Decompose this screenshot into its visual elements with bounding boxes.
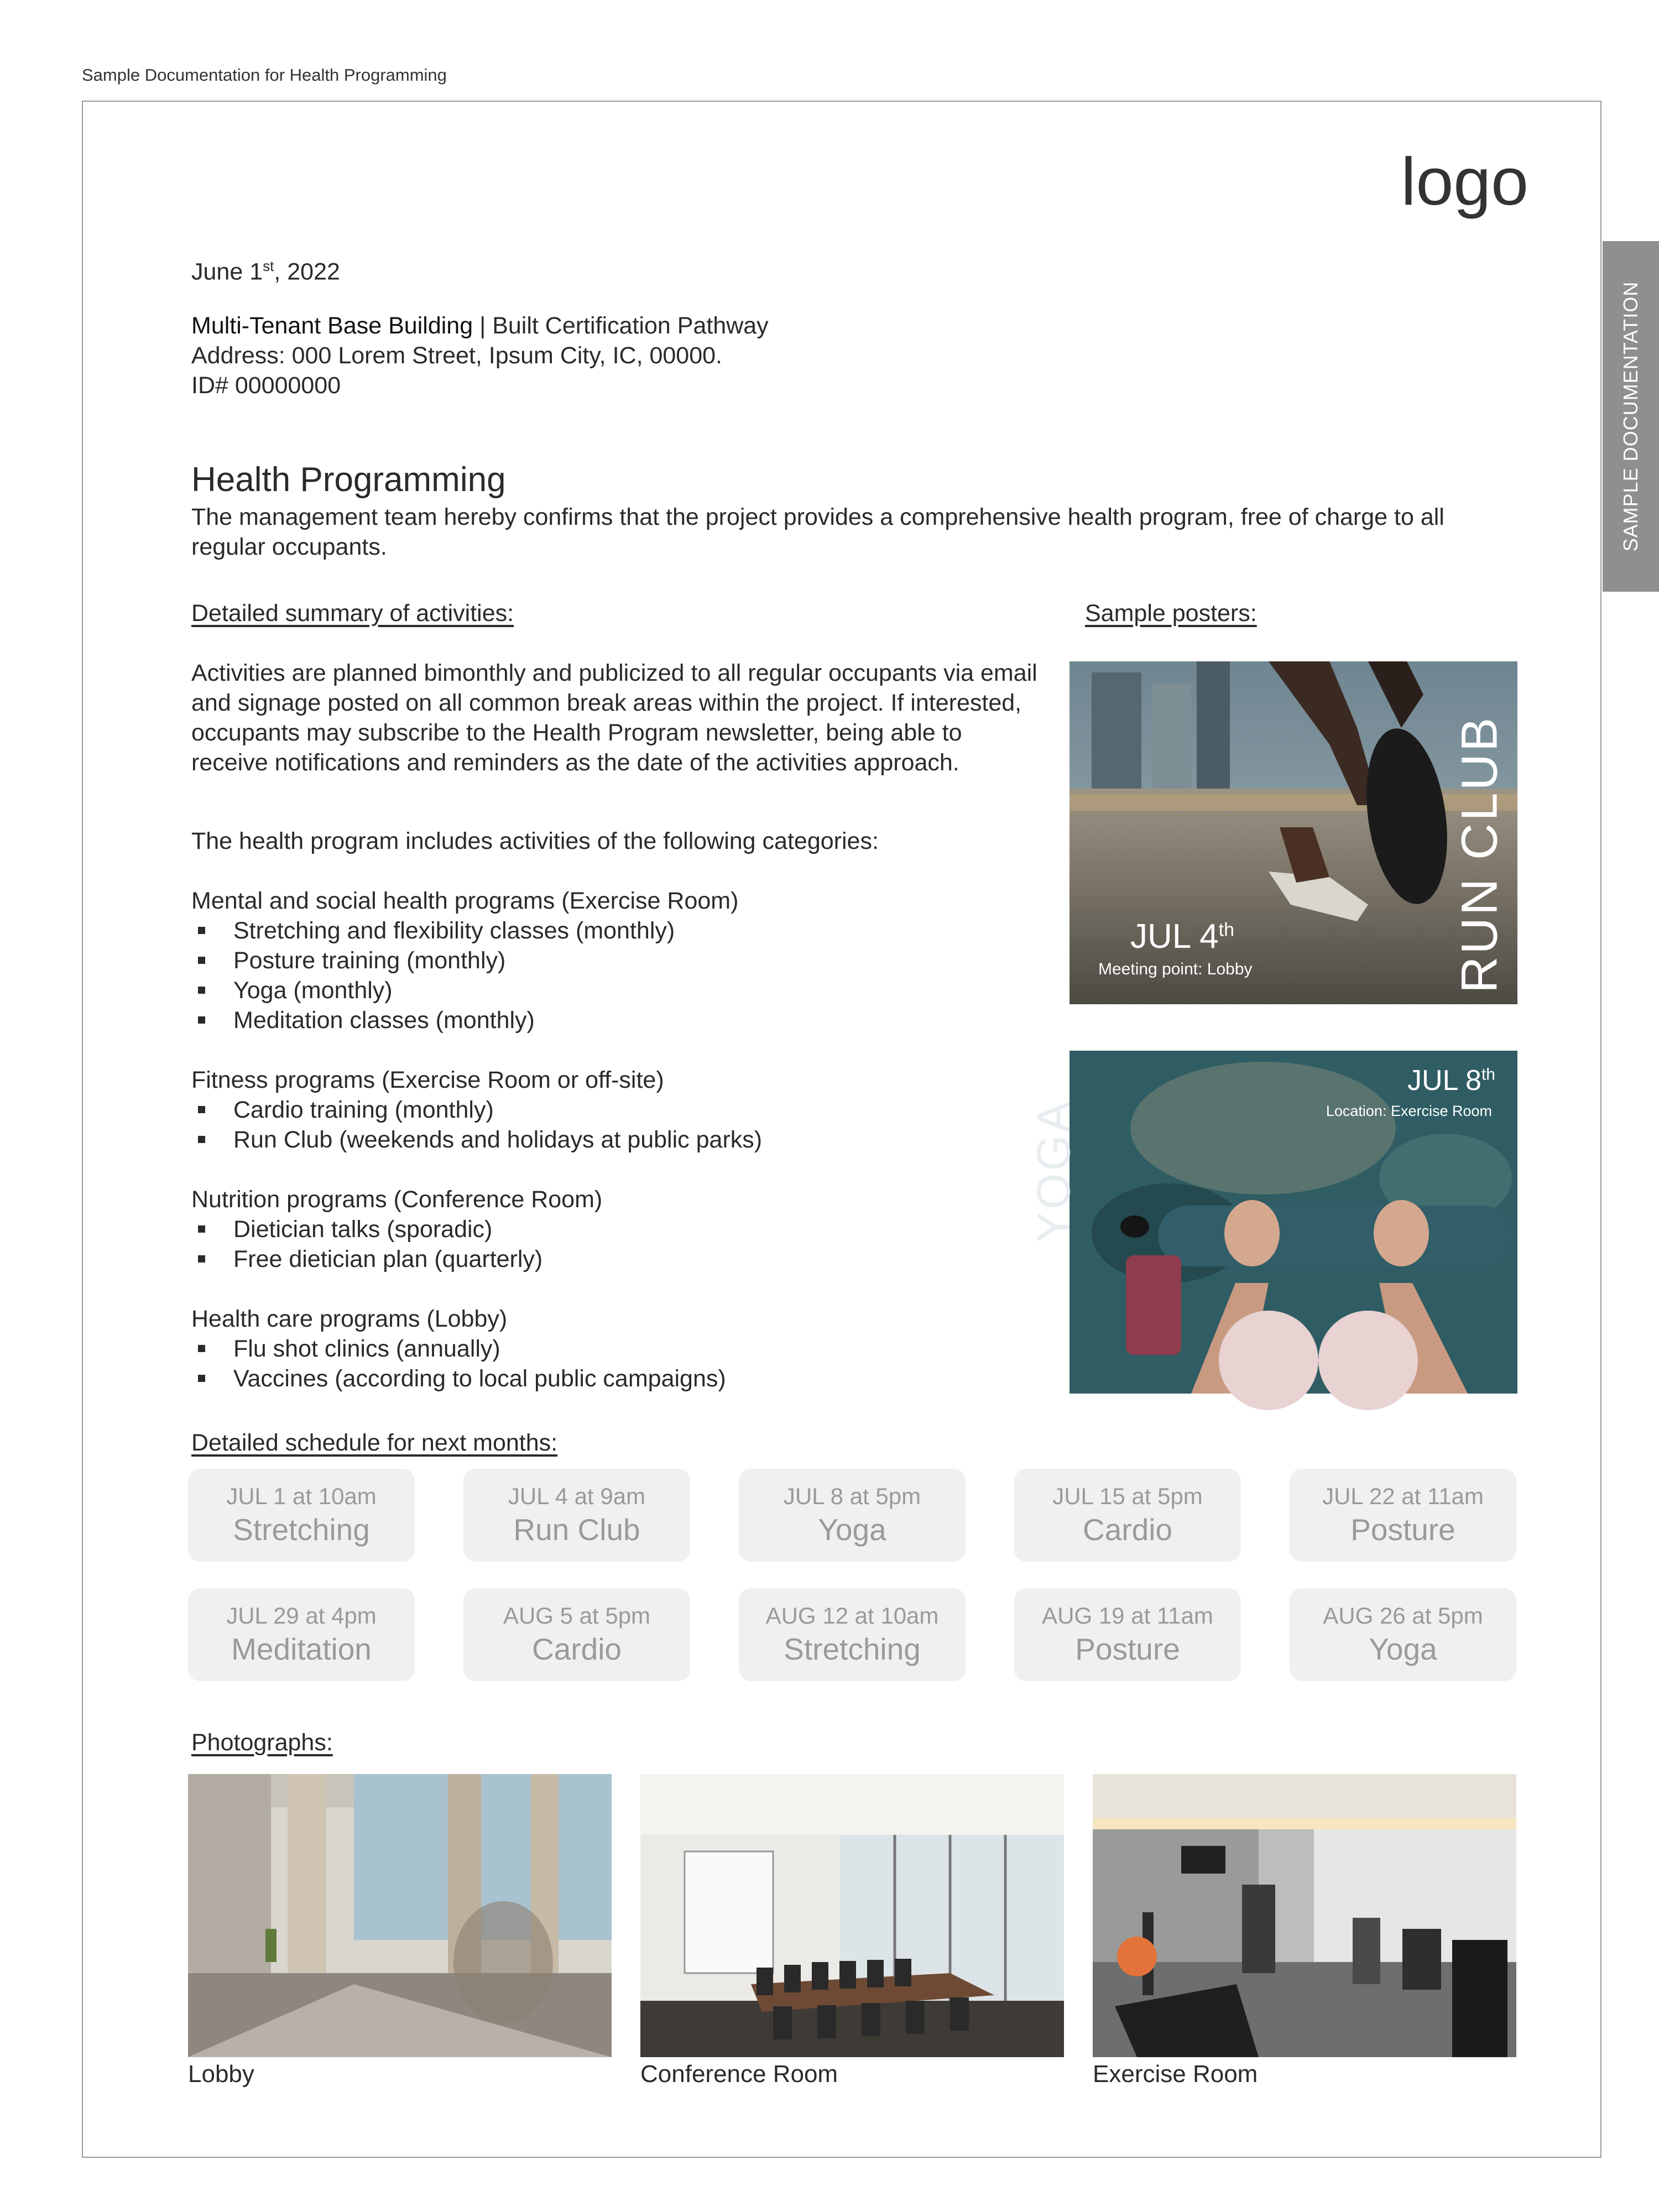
address-line: Address: 000 Lorem Street, Ipsum City, IC, 00000.: [191, 342, 722, 369]
category-list: [191, 886, 1043, 1423]
section-title: Health Programming: [191, 461, 506, 499]
schedule-chip: JUL 4 at 9am Run Club: [463, 1469, 690, 1562]
category-title: Nutrition programs (Conference Room): [191, 1186, 603, 1213]
building-pathway: | Built Certification Pathway: [473, 312, 769, 339]
photos-heading: Photographs:: [191, 1729, 333, 1756]
category-fitness: [191, 1065, 1043, 1155]
schedule-chip: AUG 19 at 11am Posture: [1014, 1588, 1241, 1681]
schedule-chip: JUL 15 at 5pm Cardio: [1014, 1469, 1241, 1562]
poster-yoga: [1027, 1051, 1517, 1394]
logo-placeholder: logo: [1401, 144, 1528, 219]
schedule-chip: AUG 26 at 5pm Yoga: [1290, 1588, 1516, 1681]
schedule-chip: AUG 12 at 10am Stretching: [739, 1588, 966, 1681]
poster-run-club: [1070, 661, 1517, 1004]
posters-heading: Sample posters:: [1085, 600, 1257, 627]
category-mental: [191, 886, 1043, 1035]
list-item: Vaccines (according to local public campaigns): [191, 1364, 1043, 1394]
list-item: Dietician talks (sporadic): [191, 1214, 1043, 1244]
poster-date: JUL 4th: [1130, 917, 1235, 956]
list-item: Run Club (weekends and holidays at public parks): [191, 1125, 1043, 1155]
document-header: Sample Documentation for Health Programming: [82, 65, 447, 85]
side-tab: [1603, 241, 1659, 592]
list-item: Meditation classes (monthly): [191, 1005, 1043, 1035]
poster-note: Location: Exercise Room: [1326, 1103, 1492, 1119]
list-item: Flu shot clinics (annually): [191, 1334, 1043, 1364]
category-title: Health care programs (Lobby): [191, 1306, 508, 1332]
category-health-care: [191, 1304, 1043, 1394]
yoga-photo: [1070, 1051, 1517, 1394]
schedule-chip: JUL 29 at 4pm Meditation: [188, 1588, 415, 1681]
summary-heading: Detailed summary of activities:: [191, 600, 514, 627]
section-intro: The management team hereby confirms that the project provides a comprehensive health program, free of charge to all regular occupants.: [191, 504, 1444, 560]
category-nutrition: [191, 1185, 1043, 1274]
poster-vertical-title: RUN CLUB: [1451, 715, 1507, 993]
exercise-room-photo: [1093, 1774, 1516, 2057]
building-info: [191, 311, 769, 400]
poster-vertical-title: YOGA: [1027, 1099, 1079, 1243]
category-title: Mental and social health programs (Exercise Room): [191, 888, 739, 914]
photo-caption: Lobby: [188, 2060, 254, 2088]
id-line: ID# 00000000: [191, 372, 341, 399]
list-item: Free dietician plan (quarterly): [191, 1244, 1043, 1274]
conference-room-photo: [640, 1774, 1064, 2057]
building-line: [191, 311, 769, 341]
photo-caption: Exercise Room: [1093, 2060, 1258, 2088]
schedule-chip: JUL 22 at 11am Posture: [1290, 1469, 1516, 1562]
building-name: Multi-Tenant Base Building: [191, 312, 473, 339]
list-item: Cardio training (monthly): [191, 1095, 1043, 1125]
category-title: Fitness programs (Exercise Room or off-site): [191, 1067, 664, 1093]
summary-paragraph: Activities are planned bimonthly and publicized to all regular occupants via email and signage posted on all common break areas within the project. If interested, occupants may subscribe to the Health Program newsletter, being able to receive notifications and reminders as the date of the activities approach.: [191, 660, 1037, 776]
photo-caption: Conference Room: [640, 2060, 838, 2088]
schedule-chip: JUL 8 at 5pm Yoga: [739, 1469, 966, 1562]
letter-date: June 1st, 2022: [191, 258, 340, 285]
list-item: Stretching and flexibility classes (monthly): [191, 916, 1043, 946]
poster-date: JUL 8th: [1407, 1065, 1495, 1097]
categories-intro: The health program includes activities of the following categories:: [191, 828, 879, 854]
side-tab-label: SAMPLE DOCUMENTATION: [1619, 281, 1642, 552]
list-item: Posture training (monthly): [191, 946, 1043, 975]
lobby-photo: [188, 1774, 612, 2057]
schedule-chip: JUL 1 at 10am Stretching: [188, 1469, 415, 1562]
schedule-chip: AUG 5 at 5pm Cardio: [463, 1588, 690, 1681]
list-item: Yoga (monthly): [191, 975, 1043, 1005]
schedule-heading: Detailed schedule for next months:: [191, 1430, 558, 1456]
poster-note: Meeting point: Lobby: [1098, 960, 1253, 978]
